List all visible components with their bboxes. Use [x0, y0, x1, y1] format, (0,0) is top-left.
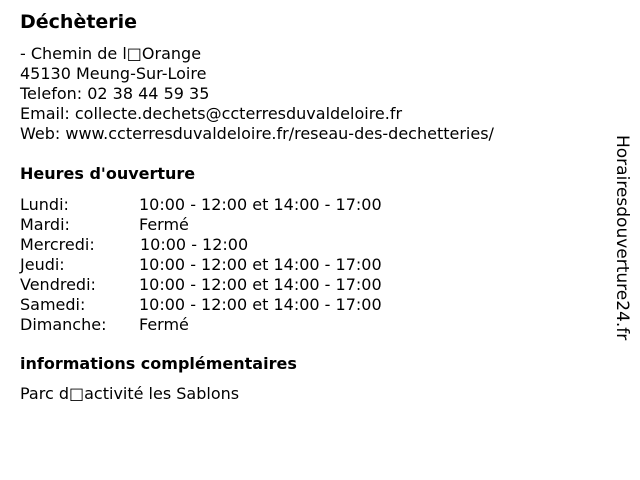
address-block	[20, 44, 494, 144]
day-label: Mardi:	[20, 215, 70, 234]
info-text: Parc d□activité les Sablons	[20, 384, 240, 403]
day-hours: Fermé	[139, 315, 189, 334]
day-label: Jeudi:	[20, 255, 65, 274]
phone-number: Telefon: 02 38 44 59 35	[20, 84, 210, 103]
day-hours: 10:00 - 12:00	[140, 235, 249, 254]
watermark	[612, 135, 632, 345]
day-label: Samedi:	[20, 295, 86, 314]
email-address: Email: collecte.dechets@ccterresduvaldeloire.fr	[20, 104, 403, 123]
day-label: Vendredi:	[20, 275, 96, 294]
city-address: 45130 Meung-Sur-Loire	[20, 64, 207, 83]
day-label: Lundi:	[20, 195, 69, 214]
day-hours: 10:00 - 12:00 et 14:00 - 17:00	[139, 295, 382, 314]
day-hours: 10:00 - 12:00 et 14:00 - 17:00	[139, 255, 382, 274]
watermark-text: Horairesdouverture24.fr	[612, 135, 632, 341]
info-heading: informations complémentaires	[20, 354, 297, 373]
day-hours: 10:00 - 12:00 et 14:00 - 17:00	[139, 275, 382, 294]
website-address: Web: www.ccterresduvaldeloire.fr/reseau-des-dechetteries/	[20, 124, 494, 143]
page-title: Déchèterie	[20, 11, 138, 33]
hours-heading: Heures d'ouverture	[20, 164, 196, 183]
day-hours: 10:00 - 12:00 et 14:00 - 17:00	[139, 195, 382, 214]
day-label: Dimanche:	[20, 315, 107, 334]
day-hours: Fermé	[139, 215, 189, 234]
day-label: Mercredi:	[20, 235, 95, 254]
street-address: - Chemin de l□Orange	[20, 44, 202, 63]
